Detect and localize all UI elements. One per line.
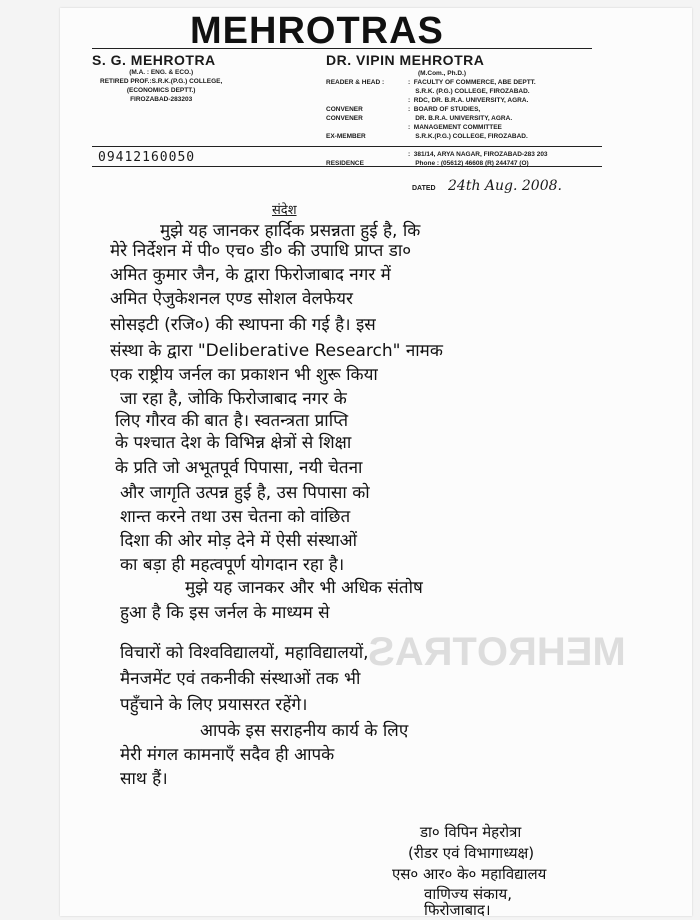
letter-subject: संदेश bbox=[272, 203, 297, 218]
signature-line-2: (रीडर एवं विभागाध्यक्ष) bbox=[408, 844, 535, 862]
letter-line-14: दिशा की ओर मोड़ देने में ऐसी संस्थाओं bbox=[120, 531, 358, 551]
letter-line-21: आपके इस सराहनीय कार्य के लिए bbox=[200, 721, 409, 741]
letter-line-10: के पश्चात देश के विभिन्न क्षेत्रों से शिक्षा bbox=[115, 433, 352, 453]
roles-values: : FACULTY OF COMMERCE, ABE DEPTT. S.R.K. (P.G.) COLLEGE, FIROZABAD. : RDC, DR. B.R.A. UNIVERSITY, AGRA. : BOARD OF STUDIES, DR. B.R.A. UNIVERSITY, AGRA. : MANAGEMENT COMMITTEE S.R.K.(P.G.) COLLEGE, FIROZABAD. : 381/14, ARYA NAGAR, FIROZABAD-283 203 Phone : (05612) 46608 (R) 244747 (O) bbox=[408, 79, 548, 167]
letter-line-11: के प्रति जो अभूतपूर्व पिपासा, नयी चेतना bbox=[115, 458, 363, 478]
right-name: DR. VIPIN MEHROTRA bbox=[326, 52, 485, 68]
roles-labels: READER & HEAD : CONVENER CONVENER EX-MEMBER RESIDENCE bbox=[326, 79, 385, 167]
letter-line-2: मेरे निर्देशन में पी० एच० डी० की उपाधि प्राप्त डा० bbox=[110, 241, 412, 261]
letter-line-9: लिए गौरव की बात है। स्वतन्त्रता प्राप्ति bbox=[115, 411, 349, 431]
letter-line-18: विचारों को विश्वविद्यालयों, महाविद्यालयों, bbox=[120, 643, 369, 663]
letter-line-22: मेरी मंगल कामनाएँ सदैव ही आपके bbox=[120, 745, 335, 765]
signature-line-4: वाणिज्य संकाय, bbox=[424, 885, 513, 903]
left-details: (M.A. : ENG. & ECO.) RETIRED PROF.:S.R.K.(P.G.) COLLEGE, (ECONOMICS DEPTT.) FIROZABAD-283203 bbox=[100, 69, 223, 103]
signature-line-5: फिरोजाबाद। bbox=[424, 901, 491, 919]
letter-line-17: हुआ है कि इस जर्नल के माध्यम से bbox=[120, 603, 330, 623]
letterhead-underline bbox=[92, 166, 602, 167]
letter-line-1: मुझे यह जानकर हार्दिक प्रसन्नता हुई है, कि bbox=[160, 221, 421, 241]
letter-line-4: अमित ऐजुकेशनल एण्ड सोशल वेलफेयर bbox=[110, 289, 353, 309]
phone-number: 09412160050 bbox=[98, 150, 196, 165]
letter-line-7: एक राष्ट्रीय जर्नल का प्रकाशन भी शुरू किया bbox=[110, 365, 378, 385]
letter-line-16: मुझे यह जानकर और भी अधिक संतोष bbox=[185, 578, 423, 598]
letter-line-23: साथ हैं। bbox=[120, 769, 168, 789]
letter-line-12: और जागृति उत्पन्न हुई है, उस पिपासा को bbox=[120, 483, 370, 503]
letter-line-5: सोसइटी (रजि०) की स्थापना की गई है। इस bbox=[110, 315, 376, 335]
letterhead-bottom-rule bbox=[92, 146, 602, 147]
dated-label: DATED bbox=[412, 185, 436, 192]
ghost-brand: MEHROTRAS bbox=[368, 630, 626, 674]
right-degree: (M.Com., Ph.D.) bbox=[418, 70, 467, 77]
letter-line-8: जा रहा है, जोकि फिरोजाबाद नगर के bbox=[120, 389, 347, 409]
date-value: 24th Aug. 2008. bbox=[448, 178, 562, 194]
letter-line-20: पहुँचाने के लिए प्रयासरत रहेंगे। bbox=[120, 695, 308, 715]
signature-line-3: एस० आर० के० महाविद्यालय bbox=[392, 865, 547, 883]
signature-line-1: डा० विपिन मेहरोत्रा bbox=[420, 823, 522, 841]
left-name: S. G. MEHROTRA bbox=[92, 52, 216, 68]
letter-line-3: अमित कुमार जैन, के द्वारा फिरोजाबाद नगर में bbox=[110, 265, 391, 285]
letterhead-brand: MEHROTRAS bbox=[190, 10, 444, 52]
letter-line-13: शान्त करने तथा उस चेतना को वांछित bbox=[120, 507, 351, 527]
letter-line-19: मैनजमेंट एवं तकनीकी संस्थाओं तक भी bbox=[120, 669, 361, 689]
letterhead-top-rule bbox=[92, 48, 592, 49]
letter-line-15: का बड़ा ही महत्वपूर्ण योगदान रहा है। bbox=[120, 555, 345, 575]
letter-line-6: संस्था के द्वारा "Deliberative Research" नामक bbox=[110, 341, 443, 361]
